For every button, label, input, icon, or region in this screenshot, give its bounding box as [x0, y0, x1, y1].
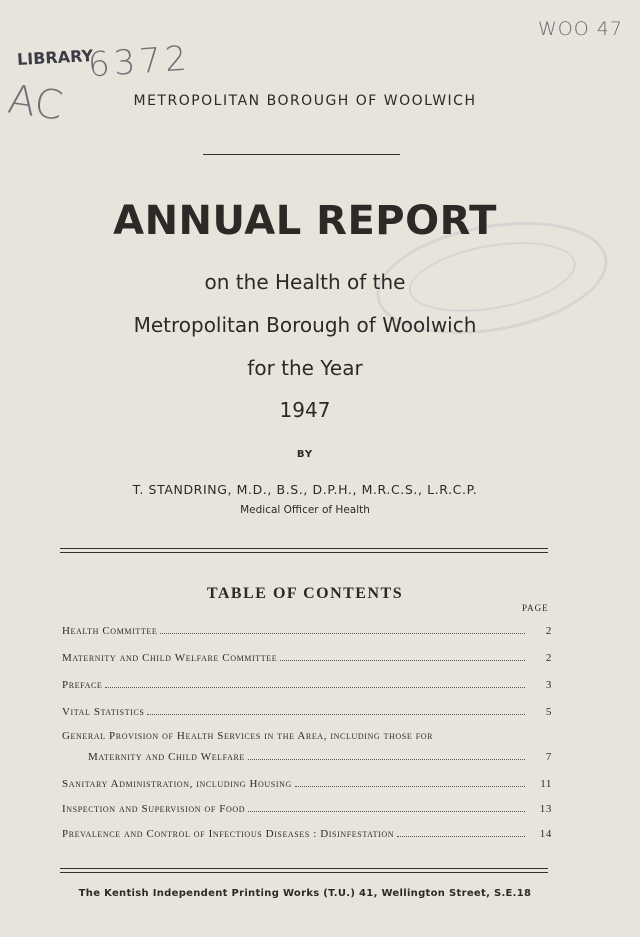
toc-entry: [62, 776, 552, 790]
toc-leader: [248, 801, 525, 812]
author-name: T. STANDRING, M.D., B.S., D.P.H., M.R.C.S., L.R.C.P.: [132, 482, 478, 497]
toc-entry-page: 5: [545, 706, 552, 718]
report-year: 1947: [279, 398, 331, 422]
library-stamp: LIBRARY: [16, 46, 94, 69]
title-line-2: Metropolitan Borough of Woolwich: [133, 313, 477, 337]
toc-entry-page: 14: [539, 828, 552, 840]
author-role: Medical Officer of Health: [240, 504, 370, 516]
toc-leader: [248, 749, 525, 760]
section-divider: [60, 548, 548, 553]
printer-imprint: The Kentish Independent Printing Works (T.U.) 41, Wellington Street, S.E.18: [78, 888, 532, 899]
handwritten-ref-code: WOO 47: [538, 18, 623, 40]
by-label: BY: [296, 449, 314, 460]
toc-page-label: PAGE: [522, 603, 549, 613]
toc-entry-page: 7: [545, 751, 552, 763]
toc-entry-label-continued: Maternity and Child Welfare: [88, 751, 245, 763]
toc-entry-label: Maternity and Child Welfare Committee: [62, 652, 278, 664]
title-divider: [203, 154, 400, 155]
toc-entry: [62, 704, 552, 718]
toc-entry: [62, 677, 552, 691]
toc-entry-label: Health Committee: [62, 625, 158, 637]
title-line-3: for the Year: [247, 356, 363, 380]
toc-entry-label: Preface: [62, 679, 103, 691]
toc-entry: [62, 826, 552, 840]
toc-entry-label: Sanitary Administration, including Housing: [62, 778, 292, 790]
toc-entry-label: Vital Statistics: [62, 706, 145, 718]
toc-leader: [295, 776, 525, 787]
toc-entry-label: Inspection and Supervision of Food: [62, 803, 246, 815]
toc-entry-label: Prevalence and Control of Infectious Diseases : Disinfestation: [62, 828, 395, 840]
footer-divider: [60, 868, 548, 873]
toc-leader: [280, 650, 525, 661]
toc-entry: [62, 801, 552, 815]
toc-leader: [147, 704, 525, 715]
toc-heading: TABLE OF CONTENTS: [206, 585, 404, 602]
toc-entry-page: 2: [545, 652, 552, 664]
toc-entry: [62, 623, 552, 637]
toc-entry: [62, 730, 552, 770]
toc-leader: [397, 826, 525, 837]
handwritten-accession-number: 6372: [86, 38, 192, 86]
toc-entry-page: 3: [545, 679, 552, 691]
toc-leader: [105, 677, 525, 688]
handwritten-accession-prefix: AC: [5, 76, 66, 130]
toc-entry-page: 2: [545, 625, 552, 637]
toc-entry-label: General Provision of Health Services in the Area, including those for: [62, 730, 434, 742]
toc-leader: [160, 623, 525, 634]
toc-entry: [62, 650, 552, 664]
toc-entry-page: 11: [540, 778, 552, 790]
borough-heading: METROPOLITAN BOROUGH OF WOOLWICH: [133, 93, 477, 109]
title-line-1: on the Health of the: [204, 270, 406, 294]
toc-entry-page: 13: [539, 803, 552, 815]
report-title: ANNUAL REPORT: [113, 198, 497, 244]
